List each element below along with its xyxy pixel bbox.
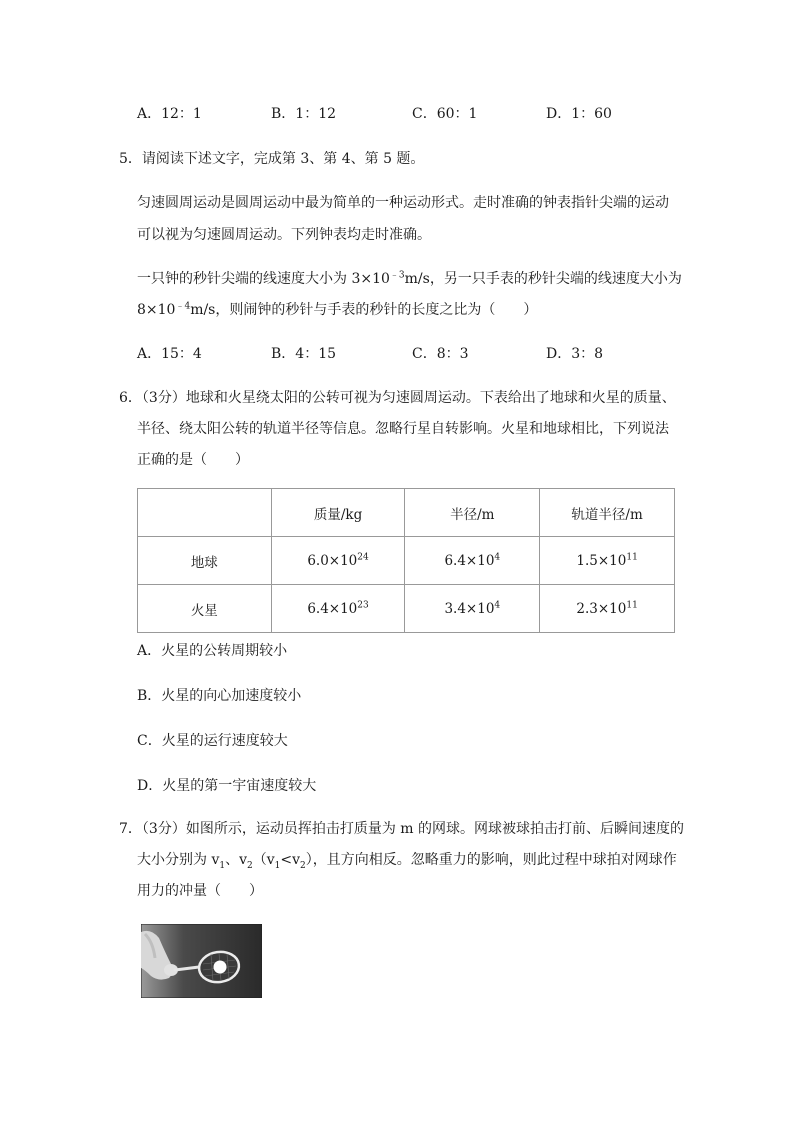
orbit-value: 1.5×10 — [576, 552, 627, 569]
mass-exponent: 24 — [357, 552, 369, 562]
q5-text: 一只钟的秒针尖端的线速度大小为 3×10 — [137, 271, 390, 287]
q5-option-a: A．15：4 — [137, 346, 202, 362]
mass-value: 6.4×10 — [307, 600, 358, 617]
planet-name-cell: 火星 — [138, 585, 272, 633]
q7-subscript: 1 — [274, 860, 281, 871]
q6-stem-line-1: 6．（3分）地球和火星绕太阳的公转可视为匀速圆周运动。下表给出了地球和火星的质量、 — [119, 390, 676, 406]
q7-stem-line-3: 用力的冲量（ ） — [137, 883, 263, 899]
q4-option-a: A．12：1 — [137, 106, 202, 122]
radius-value: 3.4×10 — [444, 600, 495, 617]
orbit-cell — [540, 537, 675, 585]
q4-option-d: D．1：60 — [546, 106, 612, 122]
q5-exponent: ﹣3 — [389, 270, 405, 281]
table-row — [138, 585, 675, 633]
q7-subscript: 2 — [247, 860, 253, 871]
q7-stem-line-2 — [137, 849, 677, 869]
mass-cell — [271, 537, 405, 585]
radius-cell — [405, 537, 540, 585]
q5-option-b: B．4：15 — [271, 346, 337, 362]
mass-value: 6.0×10 — [307, 552, 358, 569]
q5-question-line-1 — [137, 268, 682, 288]
orbit-value: 2.3×10 — [576, 600, 627, 617]
q4-option-b: B．1：12 — [271, 106, 337, 122]
q5-question-line-2 — [137, 299, 537, 319]
q6-stem-line-2: 半径、绕太阳公转的轨道半径等信息。忽略行星自转影响。火星和地球相比，下列说法 — [137, 421, 669, 437]
table-header-cell: 质量/kg — [271, 489, 405, 537]
table-header-cell: 轨道半径/m — [540, 489, 675, 537]
q6-option-a: A．火星的公转周期较小 — [137, 643, 288, 659]
q5-exponent: ﹣4 — [175, 301, 191, 312]
planet-data-table — [137, 488, 675, 633]
orbit-exponent: 11 — [626, 600, 638, 610]
q7-subscript: 1 — [219, 860, 226, 871]
q6-option-d: D．火星的第一宇宙速度较大 — [137, 778, 317, 794]
tennis-racket-photo-icon — [141, 924, 262, 998]
q5-option-d: D．3：8 — [546, 346, 604, 362]
radius-exponent: 4 — [494, 600, 501, 610]
radius-exponent: 4 — [494, 552, 501, 562]
orbit-cell — [540, 585, 675, 633]
q5-stem: 5．请阅读下述文字，完成第 3、第 4、第 5 题。 — [119, 151, 425, 167]
table-row — [138, 537, 675, 585]
mass-cell — [271, 585, 405, 633]
q7-text: <v — [280, 852, 301, 868]
table-header-cell: 半径/m — [405, 489, 540, 537]
mass-exponent: 23 — [357, 600, 369, 610]
table-header-row — [138, 489, 675, 537]
q7-text: 、v — [225, 852, 248, 868]
radius-value: 6.4×10 — [444, 552, 495, 569]
planet-name-cell: 地球 — [138, 537, 272, 585]
radius-cell — [405, 585, 540, 633]
q7-stem-line-1: 7．（3分）如图所示，运动员挥拍击打质量为 m 的网球。网球被球拍击打前、后瞬间速度的 — [119, 821, 684, 837]
q7-text: （v — [252, 852, 275, 868]
orbit-exponent: 11 — [626, 552, 638, 562]
q5-text: m/s，另一只手表的秒针尖端的线速度大小为 — [404, 271, 682, 287]
q5-passage-line-1: 匀速圆周运动是圆周运动中最为简单的一种运动形式。走时准确的钟表指针尖端的运动 — [137, 195, 669, 211]
q7-subscript: 2 — [300, 860, 306, 871]
q5-passage-line-2: 可以视为匀速圆周运动。下列钟表均走时准确。 — [137, 227, 431, 243]
q5-text: m/s，则闹钟的秒针与手表的秒针的长度之比为（ ） — [190, 302, 538, 318]
q5-option-c: C．8：3 — [412, 346, 469, 362]
table-header-cell — [138, 489, 272, 537]
q5-text: 8×10 — [137, 302, 176, 318]
q6-option-b: B．火星的向心加速度较小 — [137, 688, 302, 704]
q7-text: ），且方向相反。忽略重力的影响，则此过程中球拍对网球作 — [305, 852, 677, 868]
q6-stem-line-3: 正确的是（ ） — [137, 452, 249, 468]
q6-option-c: C．火星的运行速度较大 — [137, 733, 288, 749]
q4-option-c: C．60：1 — [412, 106, 478, 122]
q7-text: 大小分别为 v — [137, 852, 220, 868]
